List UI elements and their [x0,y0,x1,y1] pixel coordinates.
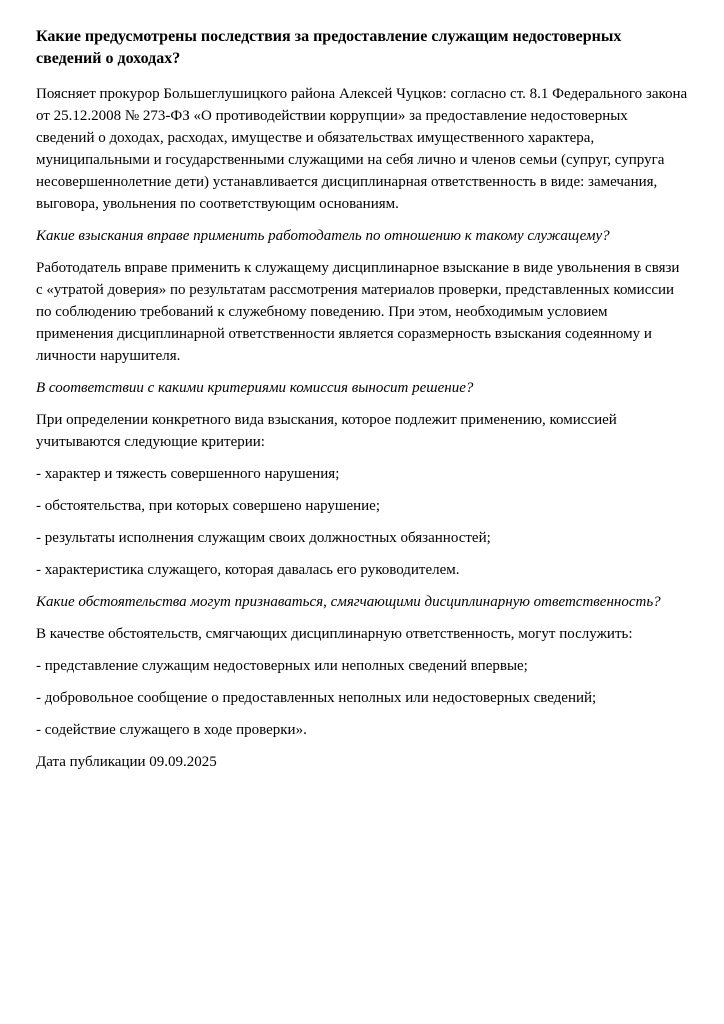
question-disciplinary-measures: Какие взыскания вправе применить работодатель по отношению к такому служащему? [36,228,610,244]
question-mitigating-circumstances: Какие обстоятельства могут признаваться, смягчающими дисциплинарную ответственность? [36,594,661,610]
list-item-criterion-2: - обстоятельства, при которых совершено нарушение; [36,498,380,514]
list-item-criterion-3: - результаты исполнения служащим своих должностных обязанностей; [36,530,491,546]
list-item-criterion-4: - характеристика служащего, которая давалась его руководителем. [36,562,460,578]
paragraph-mitigating-intro: В качестве обстоятельств, смягчающих дисциплинарную ответственность, могут послужить: [36,626,633,642]
list-item-mitigating-2: - добровольное сообщение о предоставленных неполных или недостоверных сведений; [36,690,597,706]
list-item-mitigating-3: - содействие служащего в ходе проверки». [36,722,307,738]
list-item-criterion-1: - характер и тяжесть совершенного нарушения; [36,466,340,482]
paragraph-prosecutor-explanation: Поясняет прокурор Большеглушицкого района Алексей Чуцков: согласно ст. 8.1 Федерального закона от 25.12.2008 № 273-ФЗ «О противодействии коррупции» за предоставление недостоверных сведений о доходах, расходах, имуществе и обязательствах имущественного характера, муниципальными и государственными служащими на себя лично и членов семьи (супруг, супруга несовершеннолетние дети) устанавливается дисциплинарная ответственность в виде: замечания, выговора, увольнения по соответствующим основаниям. [36,86,688,212]
paragraph-criteria-intro: При определении конкретного вида взыскания, которое подлежит применению, комиссией учитываются следующие критерии: [36,412,617,450]
publication-date: Дата публикации 09.09.2025 [36,754,217,770]
question-commission-criteria: В соответствии с какими критериями комиссия выносит решение? [36,380,474,396]
paragraph-employer-right: Работодатель вправе применить к служащему дисциплинарное взыскание в виде увольнения в связи с «утратой доверия» по результатам рассмотрения материалов проверки, представленных комиссии по соблюдению требований к служебному поведению. При этом, необходимым условием применения дисциплинарной ответственности является соразмерность взыскания содеянному и личности нарушителя. [36,260,680,364]
document-title: Какие предусмотрены последствия за предоставление служащим недостоверных сведений о доходах? [36,28,622,67]
list-item-mitigating-1: - представление служащим недостоверных или неполных сведений впервые; [36,658,528,674]
